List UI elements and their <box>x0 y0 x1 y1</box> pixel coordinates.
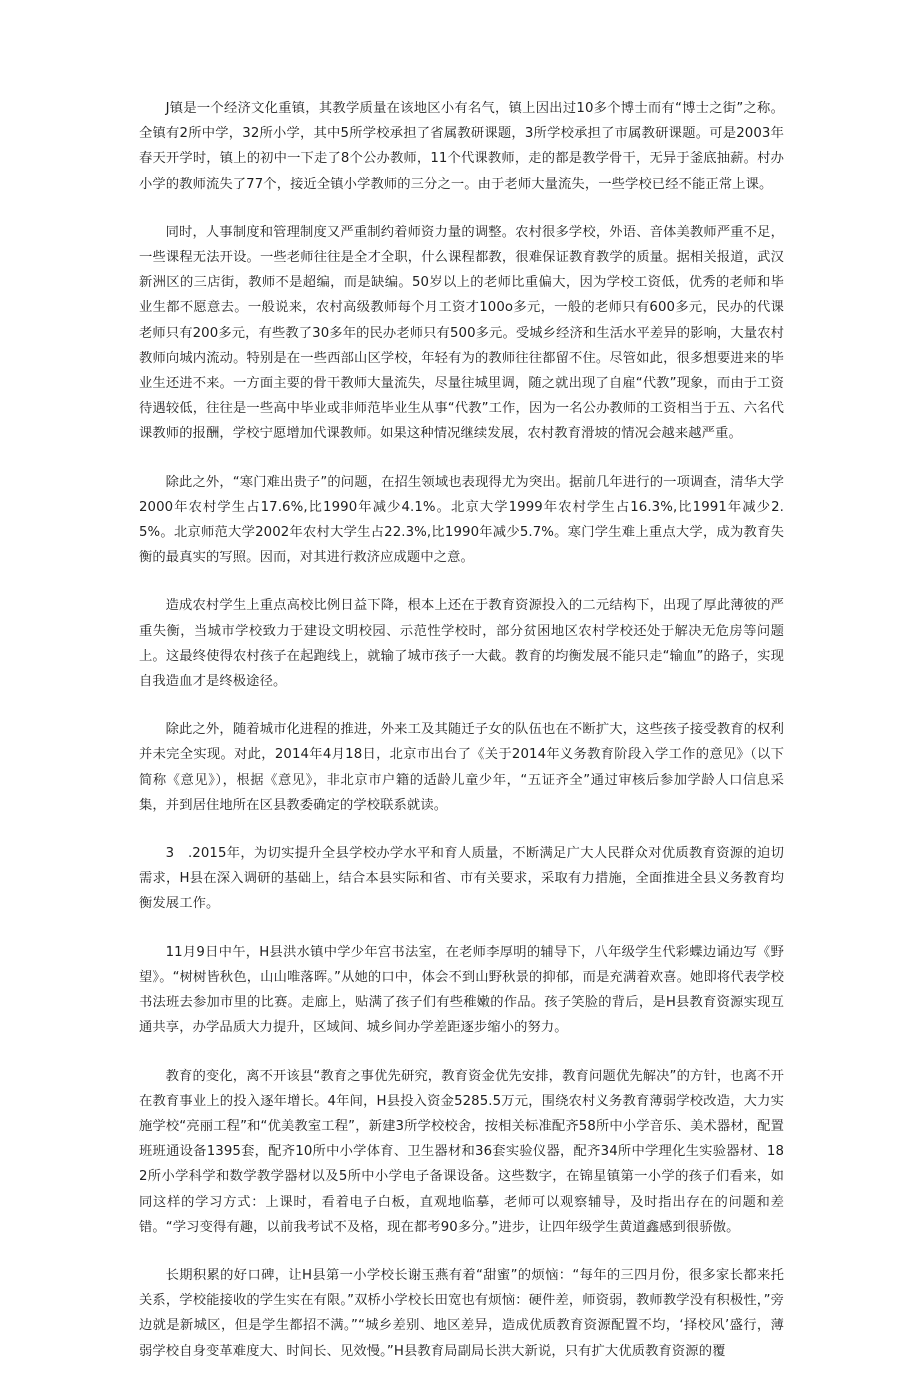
paragraph-5: 除此之外，随着城市化进程的推进，外来工及其随迁子女的队伍也在不断扩大，这些孩子接受教育的权利并未完全实现。对此，2014年4月18日，北京市出台了《关于2014年义务教育阶段入学工作的意见》（以下简称《意见》），根据《意见》，非北京市户籍的适龄儿童少年，“五证齐全”通过审核后参加学龄人口信息采集，并到居住地所在区县教委确定的学校联系就读。 <box>139 722 784 813</box>
paragraph-3: 除此之外，“寒门难出贵子”的问题，在招生领域也表现得尤为突出。据前几年进行的一项调查，清华大学2000年农村学生占17.6%,比1990年减少4.1%。北京大学1999年农村学生占16.3%,比1991年减少2.5%。北京师范大学2002年农村大学生占22.3%,比1990年减少5.7%。寒门学生难上重点大学，成为教育失衡的最真实的写照。因而，对其进行救济应成题中之意。 <box>139 474 784 566</box>
paragraph-1: J镇是一个经济文化重镇，其教学质量在该地区小有名气，镇上因出过10多个博士而有“博士之街”之称。全镇有2所中学，32所小学，其中5所学校承担了省属教研课题，3所学校承担了市属教研课题。可是2003年春天开学时，镇上的初中一下走了8个公办教师，11个代课教师，走的都是教学骨干，无异于釜底抽薪。村办小学的教师流失了77个，接近全镇小学教师的三分之一。由于老师大量流失，一些学校已经不能正常上课。 <box>139 101 784 192</box>
paragraph-8: 教育的变化，离不开该县“教育之事优先研究，教育资金优先安排，教育问题优先解决”的方针，也离不开在教育事业上的投入逐年增长。4年间，H县投入资金5285.5万元，围绕农村义务教育薄弱学校改造，大力实施学校“亮丽工程”和“优美教室工程”，新建3所学校校舍，按相关标准配齐58所中小学音乐、美术器材，配置班班通设备1395套，配齐10所中小学体育、卫生器材和36套实验仪器，配齐34所中学理化生实验器材、182所小学科学和数学教学器材以及5所中小学电子备课设备。这些数字，在锦星镇第一小学的孩子们看来，如同这样的学习方式：上课时，看着电子白板，直观地临摹，老师可以观察辅导，及时指出存在的问题和差错。“学习变得有趣，以前我考试不及格，现在都考90多分。”进步，让四年级学生黄道鑫感到很骄傲。 <box>139 1068 784 1235</box>
paragraph-7: 11月9日中午，H县洪水镇中学少年宫书法室，在老师李厚明的辅导下，八年级学生代彩蝶边诵边写《野望》。“树树皆秋色，山山唯落晖。”从她的口中，体会不到山野秋景的抑郁，而是充满着欢喜。她即将代表学校书法班去参加市里的比赛。走廊上，贴满了孩子们有些稚嫩的作品。孩子笑脸的背后，是H县教育资源实现互通共享，办学品质大力提升，区域间、城乡间办学差距逐步缩小的努力。 <box>139 944 784 1036</box>
paragraph-2: 同时，人事制度和管理制度又严重制约着师资力量的调整。农村很多学校，外语、音体美教师严重不足，一些课程无法开设。一些老师往往是全才全职，什么课程都教，很难保证教育教学的质量。据相关报道，武汉新洲区的三店街，教师不是超编，而是缺编。50岁以上的老师比重偏大，因为学校工资低，优秀的老师和毕业生都不愿意去。一般说来，农村高级教师每个月工资才100o多元，一般的老师只有600多元，民办的代课老师只有200多元，有些教了30多年的民办老师只有500多元。受城乡经济和生活水平差异的影响，大量农村教师向城内流动。特别是在一些西部山区学校，年轻有为的教师往往都留不住。尽管如此，很多想要进来的毕业生还进不来。一方面主要的骨干教师大量流失，尽量往城里调，随之就出现了自雇“代教”现象，而由于工资待遇较低，往往是一些高中毕业或非师范毕业生从事“代教”工作，因为一名公办教师的工资相当于五、六名代课教师的报酬，学校宁愿增加代课教师。如果这种情况继续发展，农村教育滑坡的情况会越来越严重。 <box>139 224 784 442</box>
document-page <box>139 96 784 1387</box>
paragraph-6: 3 .2015年，为切实提升全县学校办学水平和育人质量，不断满足广大人民群众对优质教育资源的迫切需求，H县在深入调研的基础上，结合本县实际和省、市有关要求，采取有力措施，全面推进全县义务教育均衡发展工作。 <box>139 846 784 912</box>
paragraph-9: 长期积累的好口碑，让H县第一小学校长谢玉燕有着“甜蜜”的烦恼：“每年的三四月份，很多家长都来托关系，学校能接收的学生实在有限。”双桥小学校长田宽也有烦恼：硬件差，师资弱，教师教学没有积极性，”旁边就是新城区，但是学生都招不满。”“城乡差别、地区差异，造成优质教育资源配置不均，‘择校风’盛行，薄弱学校自身变革难度大、时间长、见效慢。”H县教育局副局长洪大新说，只有扩大优质教育资源的覆 <box>139 1267 784 1359</box>
paragraph-4: 造成农村学生上重点高校比例日益下降，根本上还在于教育资源投入的二元结构下，出现了厚此薄彼的严重失衡，当城市学校致力于建设文明校园、示范性学校时，部分贫困地区农村学校还处于解决无危房等问题上。这最终使得农村孩子在起跑线上，就输了城市孩子一大截。教育的均衡发展不能只走“输血”的路子，实现自我造血才是终极途径。 <box>139 598 784 690</box>
